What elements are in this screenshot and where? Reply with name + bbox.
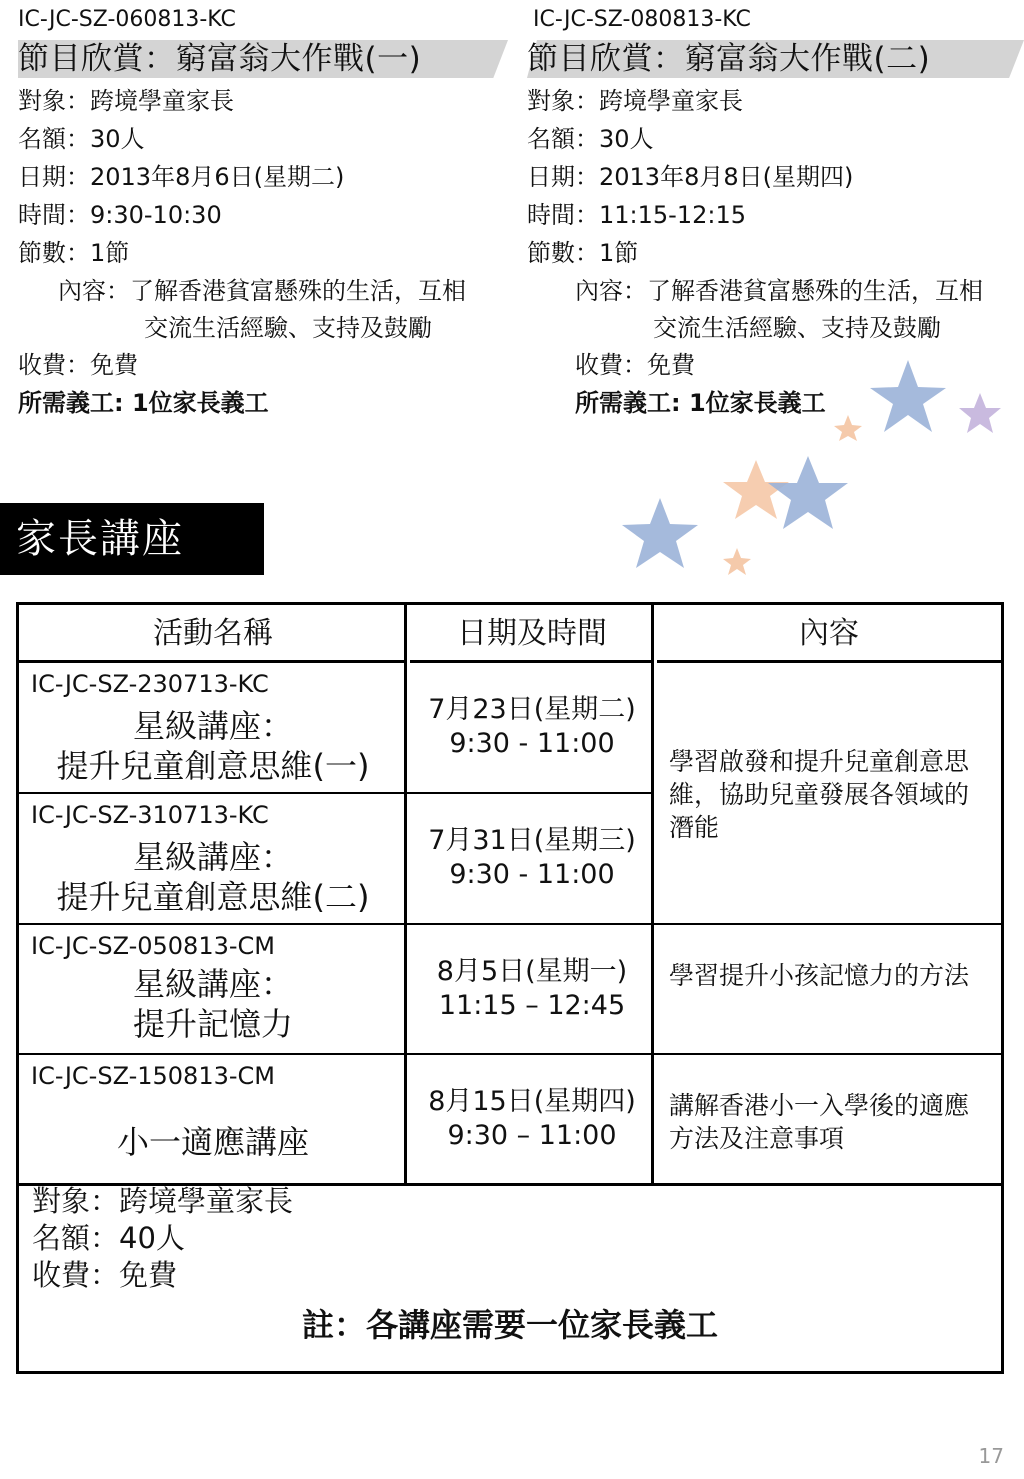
- lecture-code: IC-JC-SZ-310713-KC: [31, 801, 269, 829]
- program-code: IC-JC-SZ-060813-KC: [18, 7, 236, 32]
- lecture-title: 小一適應講座: [116, 1123, 309, 1161]
- program-title: 節目欣賞：窮富翁大作戰(一): [18, 41, 422, 77]
- program-title-bar: [527, 36, 1024, 82]
- program-quota: 名額：30人: [18, 125, 145, 153]
- program-volunteer: 所需義工: 1位家長義工: [18, 389, 269, 417]
- table-row: [19, 1055, 407, 1183]
- lecture-title-cont: 提升兒童創意思維(二): [56, 878, 370, 916]
- footer-target: 對象：跨境學童家長: [32, 1184, 294, 1218]
- program-time: 時間：11:15-12:15: [527, 201, 746, 229]
- program-content-cont: 交流生活經驗、支持及鼓勵: [653, 314, 941, 342]
- lecture-content: 學習啟發和提升兒童創意思: [669, 747, 970, 776]
- lecture-title: 星級講座：: [132, 707, 293, 745]
- program-time: 時間：9:30-10:30: [18, 201, 222, 229]
- table-row: [19, 794, 407, 923]
- program-title: 節目欣賞：窮富翁大作戰(二): [527, 41, 931, 77]
- decorative-stars-icon: [600, 340, 1020, 590]
- lecture-code: IC-JC-SZ-150813-CM: [31, 1062, 275, 1090]
- lecture-title: 星級講座：: [132, 965, 293, 1003]
- table-row: [19, 925, 407, 1053]
- program-1: [18, 6, 508, 422]
- program-content: 內容：了解香港貧富懸殊的生活，互相: [58, 277, 466, 305]
- footer-fee: 收費：免費: [32, 1258, 178, 1292]
- lecture-content: 潛能: [669, 813, 720, 842]
- footer-note: 註：各講座需要一位家長義工: [301, 1306, 718, 1344]
- lecture-content: 方法及注意事項: [669, 1124, 845, 1153]
- lecture-time: 9:30 - 11:00: [449, 728, 615, 759]
- program-date: 日期：2013年8月6日(星期二): [18, 163, 345, 191]
- lecture-content: 學習提升小孩記憶力的方法: [669, 961, 970, 990]
- program-target: 對象：跨境學童家長: [527, 87, 743, 115]
- table-header-name: 活動名稱: [19, 605, 407, 663]
- program-code: IC-JC-SZ-080813-KC: [533, 7, 751, 32]
- program-fee: 收費：免費: [18, 351, 138, 379]
- lecture-title-cont: 提升兒童創意思維(一): [56, 747, 370, 785]
- table-row: [19, 663, 407, 792]
- program-date: 日期：2013年8月8日(星期四): [527, 163, 854, 191]
- star-icon: [870, 360, 946, 432]
- program-content-cont: 交流生活經驗、支持及鼓勵: [144, 314, 432, 342]
- program-title-bar: [18, 36, 508, 82]
- star-icon: [959, 393, 1001, 433]
- program-target: 對象：跨境學童家長: [18, 87, 234, 115]
- table-header-content: 內容: [657, 605, 1001, 663]
- star-icon: [834, 415, 862, 441]
- lecture-title-cont: 提升記憶力: [132, 1005, 293, 1043]
- lecture-title: 星級講座：: [132, 838, 293, 876]
- lecture-date: 7月23日(星期二): [428, 694, 636, 725]
- table-footer: [14, 1183, 293, 1294]
- section-title: 家長講座: [0, 503, 264, 575]
- star-icon: [768, 456, 848, 529]
- lecture-content: 維，協助兒童發展各領域的: [669, 780, 970, 809]
- lecture-code: IC-JC-SZ-230713-KC: [31, 670, 269, 698]
- lecture-time: 9:30 – 11:00: [447, 1120, 617, 1151]
- program-fee: 收費：免費: [575, 351, 695, 379]
- star-icon: [723, 548, 751, 575]
- star-icon: [622, 498, 698, 568]
- footer-quota: 名額：40人: [32, 1221, 185, 1255]
- lecture-time: 9:30 - 11:00: [449, 859, 615, 890]
- program-sessions: 節數：1節: [18, 239, 130, 267]
- lecture-time: 11:15 – 12:45: [438, 990, 626, 1021]
- table-header-datetime: 日期及時間: [410, 605, 654, 663]
- program-sessions: 節數：1節: [527, 239, 639, 267]
- program-content: 內容：了解香港貧富懸殊的生活，互相: [575, 277, 983, 305]
- lecture-date: 8月5日(星期一): [436, 956, 628, 987]
- page-number: 17: [978, 1444, 1004, 1468]
- lecture-date: 7月31日(星期三): [428, 825, 636, 856]
- program-quota: 名額：30人: [527, 125, 654, 153]
- lecture-date: 8月15日(星期四): [428, 1086, 636, 1117]
- lecture-content: 講解香港小一入學後的適應: [669, 1091, 970, 1120]
- lecture-code: IC-JC-SZ-050813-CM: [31, 932, 275, 960]
- program-volunteer: 所需義工: 1位家長義工: [575, 389, 826, 417]
